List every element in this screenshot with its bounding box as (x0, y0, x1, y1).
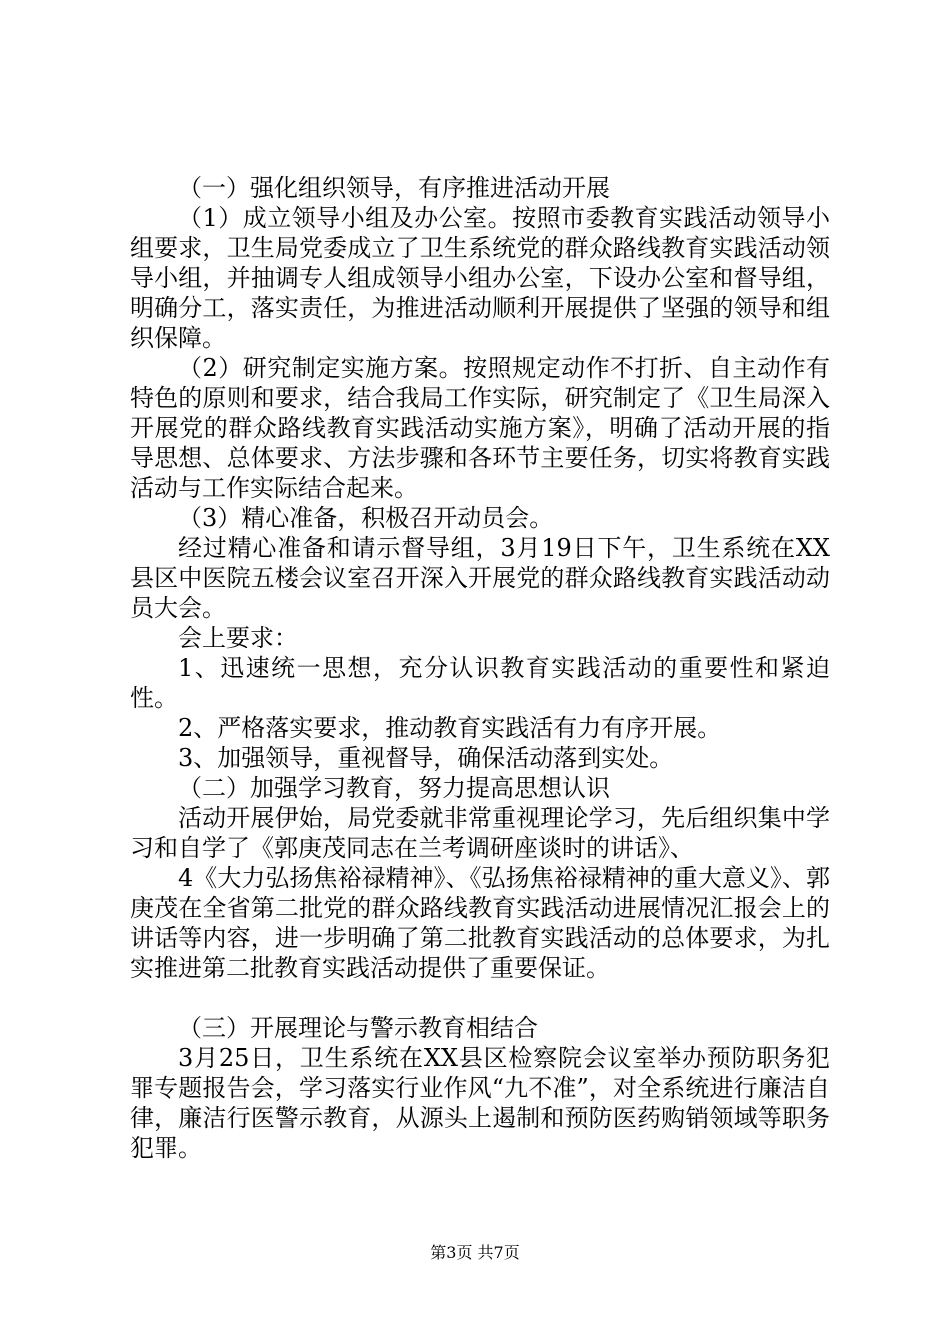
paragraph-requirements-intro: 会上要求： (178, 624, 298, 652)
paragraph-study-intro: 活动开展伊始，局党委就非常重视理论学习，先后组织集中学习和自学了《郭庚茂同志在兰考调研座谈时的讲话》、 (130, 804, 830, 862)
paragraph-mobilization-title: （3）精心准备，积极召开动员会。 (178, 504, 554, 532)
requirement-item-3: 3、加强领导，重视督导，确保活动落到实处。 (178, 744, 674, 772)
paragraph-study-content: 4《大力弘扬焦裕禄精神》、《弘扬焦裕禄精神的重大意义》、郭庚茂在全省第二批党的群众路线教育实践活动进展情况汇报会上的讲话等内容，进一步明确了第二批教育实践活动的总体要求，为扎实推进第二批教育实践活动提供了重要保证。 (130, 864, 830, 982)
section-heading-3: （三）开展理论与警示教育相结合 (178, 1014, 538, 1042)
section-heading-2: （二）加强学习教育，努力提高思想认识 (178, 774, 610, 802)
paragraph-warning-education: 3月25日，卫生系统在XX县区检察院会议室举办预防职务犯罪专题报告会，学习落实行业作风“九不准”，对全系统进行廉洁自律，廉洁行医警示教育，从源头上遏制和预防医药购销领域等职务犯罪。 (130, 1044, 830, 1162)
requirement-item-1: 1、迅速统一思想，充分认识教育实践活动的重要性和紧迫性。 (130, 654, 830, 712)
requirement-item-2: 2、严格落实要求，推动教育实践活有力有序开展。 (178, 714, 722, 742)
paragraph-leading-group: （1）成立领导小组及办公室。按照市委教育实践活动领导小组要求，卫生局党委成立了卫生系统党的群众路线教育实践活动领导小组，并抽调专人组成领导小组办公室，下设办公室和督导组，明确分工，落实责任，为推进活动顺利开展提供了坚强的领导和组织保障。 (130, 204, 830, 352)
document-body (130, 173, 830, 1163)
paragraph-mobilization-meeting: 经过精心准备和请示督导组，3月19日下午，卫生系统在XX县区中医院五楼会议室召开深入开展党的群众路线教育实践活动动员大会。 (130, 534, 830, 622)
paragraph-implementation-plan: （2）研究制定实施方案。按照规定动作不打折、自主动作有特色的原则和要求，结合我局工作实际，研究制定了《卫生局深入开展党的群众路线教育实践活动实施方案》，明确了活动开展的指导思想、总体要求、方法步骤和各环节主要任务，切实将教育实践活动与工作实际结合起来。 (130, 354, 830, 502)
section-heading-1: （一）强化组织领导，有序推进活动开展 (178, 174, 610, 202)
page-number-footer: 第3页 共7页 (430, 1243, 520, 1262)
